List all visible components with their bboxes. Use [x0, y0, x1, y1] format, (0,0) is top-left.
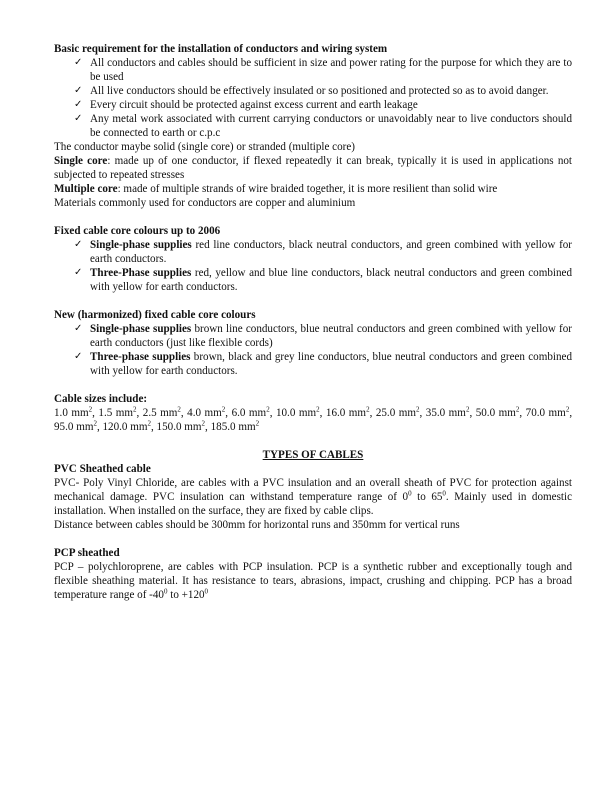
- cable-size-item: 35.0 $mm^2$: [425, 405, 470, 419]
- checkmark-icon: ✓: [74, 113, 83, 124]
- list-item: ✓ Three-phase supplies brown, black and grey line conductors, blue neutral conductors and green combined with yellow for earth conductors.: [74, 351, 573, 377]
- cable-size-item: 95.0 $mm^2$: [54, 419, 97, 433]
- pvc-heading: PVC Sheathed cable: [54, 463, 151, 475]
- list-item: ✓ Three-Phase supplies red, yellow and blue line conductors, black neutral conductors and green combined with yellow for earth conductors.: [74, 267, 572, 293]
- list-item: ✓ Single-phase supplies brown line conductors, blue neutral conductors and green combined with yellow for earth conductors (just like flexible cords): [74, 323, 572, 349]
- multiple-core-paragraph: Multiple core: made of multiple strands of wire braided together, it is more resilient than solid wire: [54, 183, 498, 195]
- cable-size-item: 2.5 $mm^2$: [142, 405, 181, 419]
- cable-size-item: 6.0 $mm^2$: [231, 405, 270, 419]
- checkmark-icon: ✓: [74, 239, 83, 250]
- list-item: ✓ Every circuit should be protected against excess current and earth leakage: [74, 99, 418, 111]
- requirements-list: [54, 56, 572, 140]
- list-item: ✓ All live conductors should be effectively insulated or so positioned and protected so as to avoid danger.: [74, 85, 549, 97]
- checkmark-icon: ✓: [74, 323, 83, 334]
- cable-size-item: 70.0 $mm^2$: [525, 405, 570, 419]
- cable-size-item: 1.0 $mm^2$: [54, 405, 93, 419]
- checkmark-icon: ✓: [74, 85, 83, 96]
- checkmark-icon: ✓: [74, 351, 83, 362]
- types-of-cables-title: TYPES OF CABLES: [262, 449, 364, 461]
- cable-size-item: 50.0 $mm^2$: [475, 405, 520, 419]
- cable-size-item: 185.0 $mm^2$: [210, 419, 260, 433]
- list-item: ✓ Any metal work associated with current carrying conductors or unavoidably near to live conductors should be connected to earth or c.p.c: [74, 113, 572, 139]
- pcp-heading: PCP sheathed: [54, 547, 120, 559]
- single-core-label: Single core: [54, 155, 108, 167]
- pvc-distance-line: Distance between cables should be 300mm for horizontal runs and 350mm for vertical runs: [54, 519, 460, 531]
- checkmark-icon: ✓: [74, 267, 83, 278]
- checkmark-icon: ✓: [74, 99, 83, 110]
- section-heading-old-colours: Fixed cable core colours up to 2006: [54, 225, 221, 237]
- cable-sizes-line: 1.0 $mm^2$, 1.5 $mm^2$, 2.5 $mm^2$, 4.0 $mm^2$, 6.0 $mm^2$, 10.0 $mm^2$, 16.0 $mm^2$, 25.0 $mm^2$, 35.0 $mm^2$, 50.0 $mm^2$, 70.0 $mm^2$, 95.0 $mm^2$, 120.0 $mm^2$, 150.0 $mm^2$, 185.0 $mm^2$: [54, 405, 573, 433]
- pcp-paragraph: PCP – polychloroprene, are cables with PCP insulation. PCP is a synthetic rubber and exceptionally tough and flexible sheathing material. It has resistance to tears, abrasions, impact, crushing and chipping. PCP has a broad temperature range of $-40^0$ to $+120^0$: [54, 561, 572, 601]
- multiple-core-label: Multiple core: [54, 183, 118, 195]
- cable-size-item: 10.0 $mm^2$: [275, 405, 320, 419]
- checkmark-icon: ✓: [74, 57, 83, 68]
- materials-line: Materials commonly used for conductors are copper and aluminium: [54, 197, 356, 209]
- new-colours-list: [54, 322, 572, 378]
- cable-size-item: 150.0 $mm^2$: [156, 419, 206, 433]
- section-heading-new-colours: New (harmonized) fixed cable core colours: [54, 309, 256, 321]
- conductor-line: The conductor maybe solid (single core) or stranded (multiple core): [54, 141, 355, 153]
- list-item: ✓ Single-phase supplies red line conductors, black neutral conductors, and green combined with yellow for earth conductors.: [74, 239, 572, 265]
- cable-size-item: 16.0 $mm^2$: [325, 405, 370, 419]
- cable-size-item: 25.0 $mm^2$: [375, 405, 420, 419]
- section-heading-cable-sizes: Cable sizes include:: [54, 393, 148, 405]
- old-colours-list: [54, 238, 572, 294]
- cable-size-item: 4.0 $mm^2$: [187, 405, 226, 419]
- single-core-paragraph: Single core: made up of one conductor, if flexed repeatedly it can break, typically it is used in applications not subjected to repeated stresses: [54, 155, 572, 181]
- document-page: [54, 42, 572, 602]
- pvc-paragraph: PVC- Poly Vinyl Chloride, are cables with a PVC insulation and an overall sheath of PVC for protection against mechanical damage. PVC insulation can withstand temperature range of $0^0$ to $65^0$. Mainly used in domestic installation. When installed on the surface, they are fixed by cable clips.: [54, 477, 572, 517]
- cable-size-item: 1.5 $mm^2$: [98, 405, 137, 419]
- list-item: ✓ All conductors and cables should be sufficient in size and power rating for the purpose for which they are to be used: [74, 57, 572, 83]
- section-heading-requirements: Basic requirement for the installation of conductors and wiring system: [54, 43, 388, 55]
- cable-size-item: 120.0 $mm^2$: [102, 419, 151, 433]
